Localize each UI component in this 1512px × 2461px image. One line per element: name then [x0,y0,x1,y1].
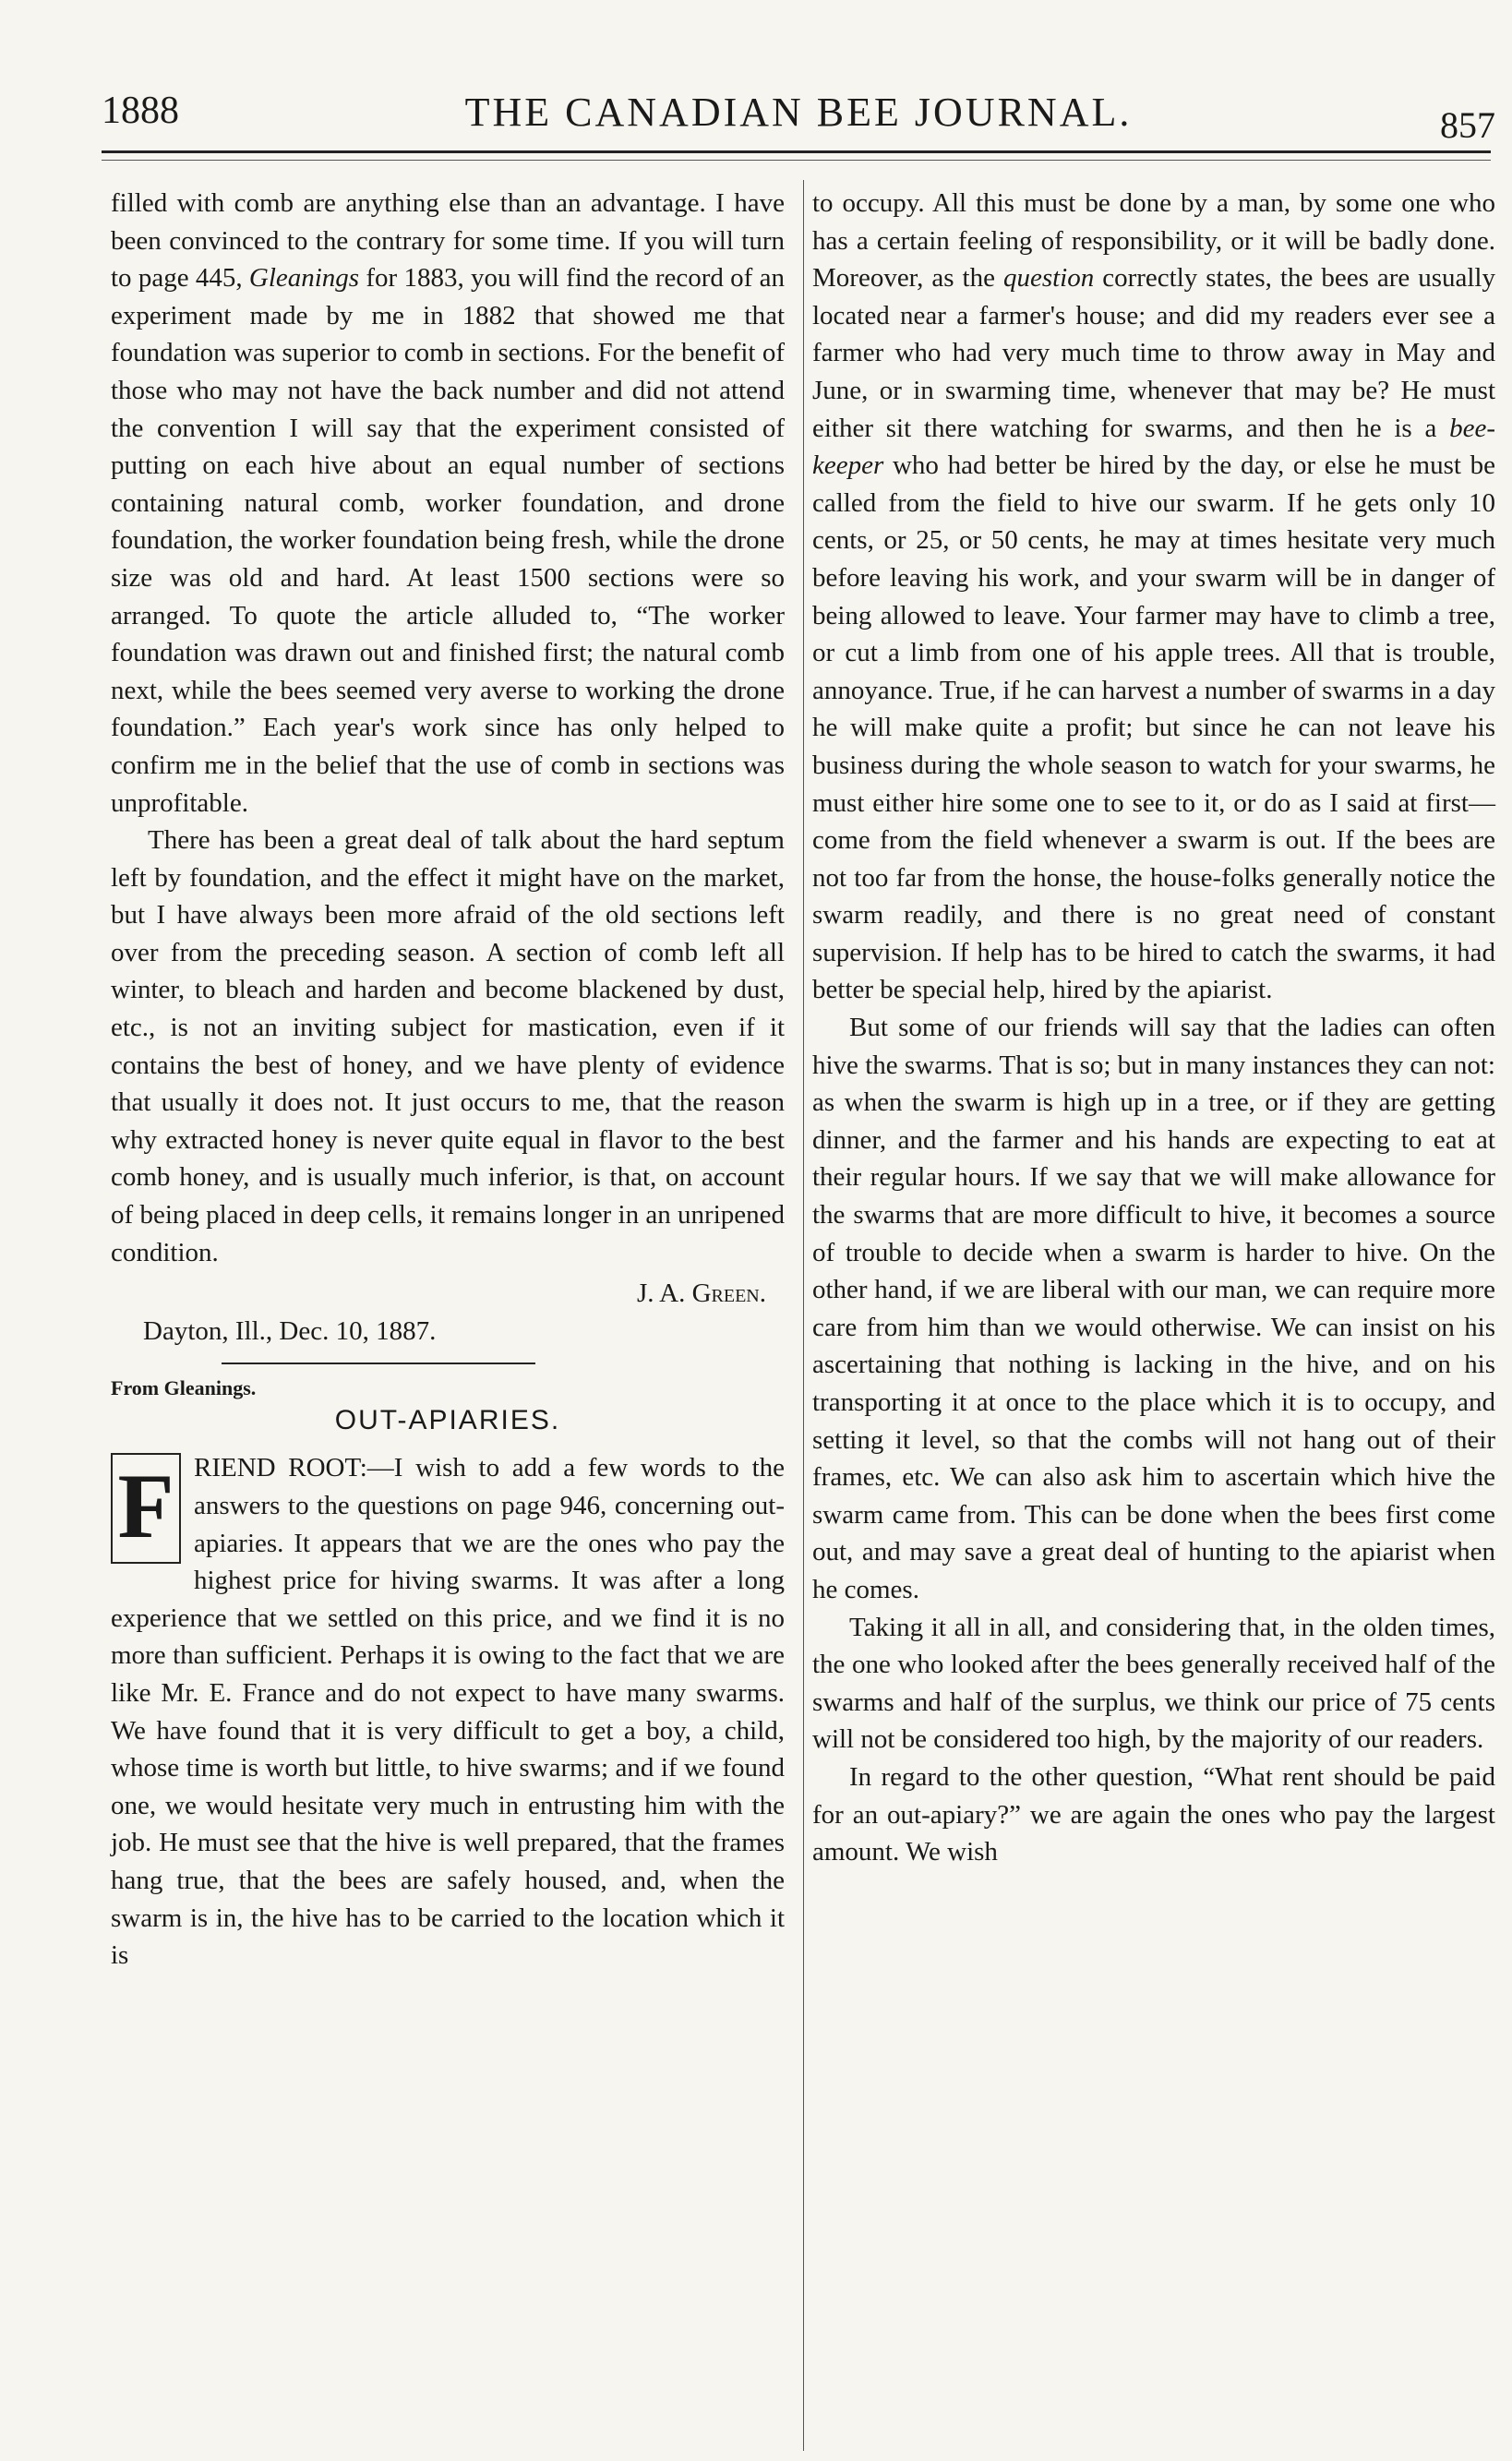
bee-keeper-ref: bee-keeper [812,413,1495,481]
gleanings-ref: Gleanings [248,263,360,294]
left-paragraph-3: F RIEND ROOT:—I wish to add a few words to the answers to the questions on page 946, concerning out-apiaries. It appears that we are the ones who pay the highest price for hiving swarms. It was after a long experience that we settled on this price, and we find it is no more than sufficient. Perhaps it is owing to the fact that we are like Mr. E. France and do not expect to have many swarms. We have found that it is very difficult to get a boy, a child, whose time is worth but little, to hive swarms; and if we found one, we would hesitate very much in entrusting him with the job. He must see that the hive is well prepared, that the frames hang true, that the bees are safely housed, and, when the swarm is in, the hive has to be carried to the location which it is [111,1453,785,1971]
right-paragraph-3: Taking it all in all, and considering that, in the olden times, the one who looked after the bees generally received half of the swarms and half of the surplus, we think our price of 75 cents will not be considered too high, by the majority of our readers. [812,1612,1495,1755]
right-column [812,185,1495,1871]
header-rule-thin [102,160,1491,161]
question-ref: question [1002,263,1095,294]
header-year: 1888 [102,90,179,132]
journal-title: THE CANADIAN BEE JOURNAL. [464,90,1133,135]
column-divider [803,180,804,2451]
source-note: From Gleanings. [111,1376,257,1400]
article-heading: OUT-APIARIES. [334,1405,561,1436]
left-column [111,185,785,1975]
left-paragraph-2: There has been a great deal of talk about the hard septum left by foundation, and the effect it might have on the market, but I have always been more afraid of the old sections left over from the preceding season. A section of comb left all winter, to bleach and harden and become blackened by dust, etc., is not an inviting subject for mastication, even if it contains the best of honey, and we have plenty of evidence that usually it does not. It just occurs to me, that the reason why extracted honey is never quite equal in flavor to the best comb honey, and is usually much inferior, is that, on account of being placed in deep cells, it remains longer in an unripened condition. [111,825,785,1267]
left-paragraph-1: filled with comb are anything else than an advantage. I have been convinced to the contrary for some time. If you will turn to page 445, Gleanings for 1883, you will find the record of an experiment made by me in 1882 that showed me that foundation was superior to comb in sections. For the benefit of those who may not have the back number and did not attend the convention I will say that the experiment consisted of putting on each hive about an equal number of sections containing natural comb, worker foundation, and drone foundation, the worker foundation being fresh, while the drone size was old and hard. At least 1500 sections were so arranged. To quote the article alluded to, “The worker foundation was drawn out and finished first; the natural comb next, while the bees seemed very averse to working the drone foundation.” Each year's work since has only helped to confirm me in the belief that the use of comb in sections was unprofitable. [111,188,785,818]
ornamental-divider [222,1363,535,1368]
right-paragraph-4: In regard to the other question, “What rent should be paid for an out-apiary?” we are again the ones who pay the largest amount. We wish [812,1761,1495,1867]
signature: J. A. Green. [636,1279,766,1309]
right-paragraph-1: to occupy. All this must be done by a man, by some one who has a certain feeling of responsibility, or it will be badly done. Moreover, as the question correctly states, the bees are usually located near a farmer's house; and did my readers ever see a farmer who had very much time to throw away in May and June, or in swarming time, whenever that may be? He must either sit there watching for swarms, and then he is a bee-keeper who had better be hired by the day, or else he must be called from the field to hive our swarm. If he gets only 10 cents, or 25, or 50 cents, he may at times hesitate very much before leaving his work, and your swarm will be in danger of being allowed to leave. Your farmer may have to climb a tree, or cut a limb from one of his apple trees. All that is trouble, annoyance. True, if he can harvest a number of swarms in a day he will make quite a profit; but since he can not leave his business during the whole season to watch for your swarms, he must either hire some one to see to it, or do as I said at first—come from the field whenever a swarm is out. If the bees are not too far from the honse, the house-folks generally notice the swarm readily, and there is no great need of constant supervision. If help has to be hired to catch the swarms, it had better be special help, hired by the apiarist. [812,188,1495,1005]
page-header [102,89,1495,144]
page-number: 857 [1440,104,1495,146]
dateline: Dayton, Ill., Dec. 10, 1887. [143,1315,437,1346]
drop-cap: F [111,1453,181,1564]
right-paragraph-2: But some of our friends will say that the ladies can often hive the swarms. That is so; but in many instances they can not: as when the swarm is high up in a tree, or if they are getting dinner, and the farmer and his hands are expecting to eat at their regular hours. If we say that we will make allowance for the swarms that are more difficult to hive, it becomes a source of trouble to decide when a swarm is harder to hive. On the other hand, if we are liberal with our man, we can require more care from him than we would otherwise. We can insist on his ascertaining that nothing is lacking in the hive, and on his transporting it at once to the place which it is to occupy, and setting it level, so that the combs will not hang out of their frames, etc. We can also ask him to ascertain which hive the swarm came from. This can be done when the bees first come out, and may save a great deal of hunting to the apiarist when he comes. [812,1013,1495,1604]
header-rule [102,150,1491,153]
